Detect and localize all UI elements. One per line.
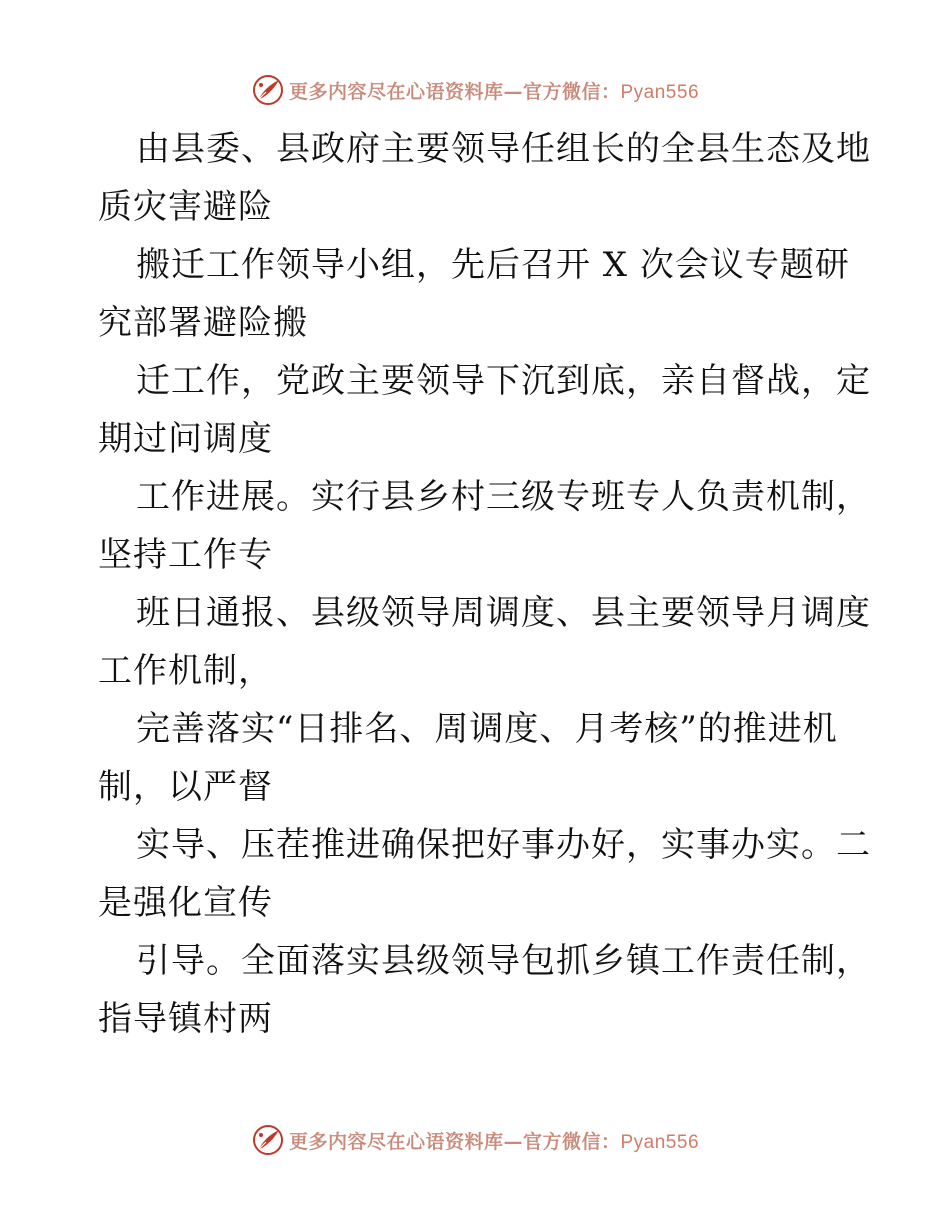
body-line: 质灾害避险 xyxy=(98,187,273,227)
body-line: 实导、压茬推进确保把好事办好，实事办实。二 xyxy=(136,825,871,865)
body-line: 工作进展。实行县乡村三级专班专人负责机制， xyxy=(136,477,871,517)
body-line: 指导镇村两 xyxy=(98,999,273,1039)
watermark-text: 更多内容尽在心语资料库—官方微信：Pyan556 xyxy=(288,80,700,103)
document-body xyxy=(98,120,871,1048)
body-line: 班日通报、县级领导周调度、县主要领导月调度 xyxy=(136,593,871,633)
body-line: 由县委、县政府主要领导任组长的全县生态及地 xyxy=(136,129,871,169)
header-watermark xyxy=(0,70,950,110)
body-line: 期过问调度 xyxy=(98,419,273,459)
body-line: 究部署避险搬 xyxy=(98,303,308,343)
quill-pen-logo-icon xyxy=(251,73,285,107)
body-line: 是强化宣传 xyxy=(98,883,273,923)
body-line: 搬迁工作领导小组，先后召开 X 次会议专题研 xyxy=(136,245,850,285)
body-line: 制，以严督 xyxy=(98,767,273,807)
body-line: 工作机制， xyxy=(98,651,273,691)
body-line: 坚持工作专 xyxy=(98,535,273,575)
body-line: 引导。全面落实县级领导包抓乡镇工作责任制， xyxy=(136,941,871,981)
body-line: 迁工作，党政主要领导下沉到底，亲自督战，定 xyxy=(136,361,871,401)
footer-watermark xyxy=(0,1120,950,1160)
body-line: 完善落实“日排名、周调度、月考核”的推进机 xyxy=(136,709,838,749)
quill-pen-logo-icon xyxy=(251,1123,285,1157)
watermark-text: 更多内容尽在心语资料库—官方微信：Pyan556 xyxy=(288,1130,700,1153)
